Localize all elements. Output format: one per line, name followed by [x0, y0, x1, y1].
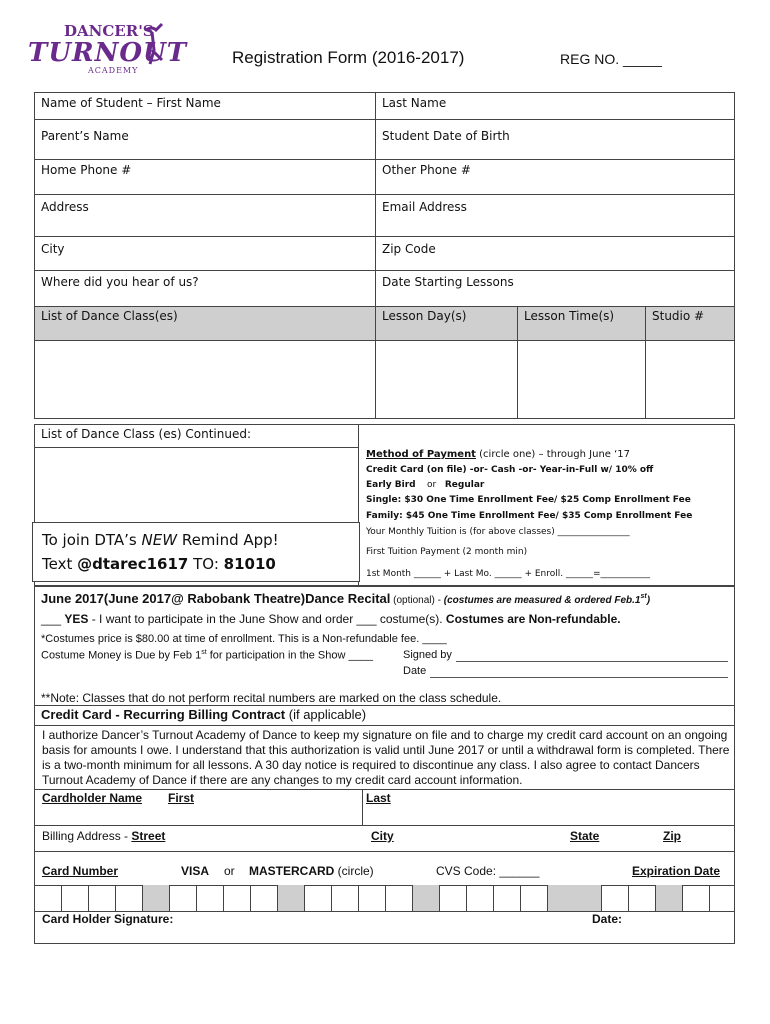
lesson-time-header: Lesson Time(s) [524, 309, 615, 323]
signed-by-label: Signed by [403, 649, 452, 661]
remind-new: NEW [141, 531, 178, 549]
page-title: Registration Form (2016-2017) [232, 48, 465, 67]
payment-heading [366, 449, 630, 460]
dob-label: Student Date of Birth [382, 129, 510, 143]
non-refundable-note: Costumes are Non-refundable. [445, 612, 621, 626]
recital-date-line[interactable] [430, 677, 728, 678]
visa-option[interactable]: VISA [181, 864, 210, 878]
cardholder-label: Cardholder Name [42, 791, 143, 805]
city-label: City [41, 242, 65, 256]
card-number-boxes[interactable] [35, 885, 734, 911]
remind-text-c: Remind App! [177, 531, 279, 549]
remind-code: @dtarec1617 [77, 555, 189, 573]
expiration-label: Expiration Date [632, 864, 721, 878]
contract-title: Credit Card - Recurring Billing Contract [41, 707, 286, 722]
cardholder-first: First [168, 791, 195, 805]
card-or: or [224, 864, 235, 878]
recital-optional: (optional) - [390, 595, 444, 606]
single-fee: Single: $30 One Time Enrollment Fee/ $25 Comp Enrollment Fee [366, 495, 691, 505]
remind-line1 [42, 531, 279, 549]
logo-line1: DANCER'S [64, 22, 154, 40]
card-date-label: Date: [592, 912, 623, 926]
payment-options: Credit Card (on file) -or- Cash -or- Year-in-Full w/ 10% off [366, 465, 654, 475]
recital-date-label: Date [403, 665, 427, 677]
studio-header: Studio # [652, 309, 705, 323]
regular-option: Regular [444, 480, 485, 490]
remind-text-label: Text [42, 555, 78, 573]
recital-title: June 2017(June 2017@ Rabobank Theatre)Dance Recital [41, 591, 391, 606]
parent-name-label: Parent’s Name [41, 129, 129, 143]
costume-note: (costumes are measured & ordered Feb.1 [443, 595, 641, 606]
remind-number: 81010 [223, 555, 276, 573]
costume-due-b: for participation in the Show ____ [206, 649, 373, 662]
costume-price: *Costumes price is $80.00 at time of enrollment. This is a Non-refundable fee. ____ [41, 633, 447, 645]
lesson-day-header: Lesson Day(s) [382, 309, 467, 323]
mastercard-option[interactable]: MASTERCARD [249, 864, 335, 878]
dance-class-header: List of Dance Class(es) [41, 309, 178, 323]
early-bird-option: Early Bird [366, 480, 416, 490]
contract-title-rest: (if applicable) [285, 707, 367, 722]
payment-calc: 1st Month ______ + Last Mo. ______ + Enroll. ______=___________ [366, 569, 651, 579]
contract-body: I authorize Dancer’s Turnout Academy of Dance to keep my signature on file and to charge my credit card account on an ongoing basis for amounts I owe. I understand that this authorization is valid until June 2017 or until a withdrawal form is completed. There is a two-month minimum for all lessons. A 30 day notice is required to discontinue any class. I also agree to contact Dancers Turnout Academy of Dance if there are any changes to my credit card account information. [42, 728, 730, 787]
billing-line [42, 829, 165, 843]
first-tuition: First Tuition Payment (2 month min) [366, 547, 528, 557]
yes-blank: ___ [41, 612, 65, 626]
zip-label: Zip Code [382, 242, 436, 256]
email-label: Email Address [382, 200, 467, 214]
billing-city: City [371, 829, 394, 843]
recital-yes-line [41, 612, 621, 626]
card-holder-signature-label: Card Holder Signature: [42, 912, 174, 926]
cvs-code: CVS Code: ______ [436, 864, 540, 878]
early-regular-line [366, 480, 484, 490]
cardholder-last: Last [366, 791, 391, 805]
last-name-label: Last Name [382, 96, 447, 110]
home-phone-label: Home Phone # [41, 163, 132, 177]
logo-line2: TURNOUT [28, 38, 188, 68]
family-fee: Family: $45 One Time Enrollment Fee/ $35 Comp Enrollment Fee [366, 511, 693, 521]
costume-note-sup: st [640, 593, 647, 600]
costume-due-sup: st [201, 649, 207, 656]
recital-note: **Note: Classes that do not perform recital numbers are marked on the class schedule. [41, 691, 502, 705]
first-name-label: Name of Student – First Name [41, 96, 221, 110]
logo-line3: ACADEMY [88, 66, 139, 75]
start-date-label: Date Starting Lessons [382, 275, 514, 289]
card-number-label: Card Number [42, 864, 119, 878]
payment-heading-rest: (circle one) – through June ‘17 [475, 449, 631, 460]
contract-title-line [41, 707, 366, 722]
address-label: Address [41, 200, 89, 214]
yes-text: - I want to participate in the June Show and order ___ costume(s). [88, 612, 446, 626]
billing-zip: Zip [663, 829, 681, 843]
costume-note-close: ) [646, 595, 651, 606]
billing-street: Street [131, 829, 166, 843]
yes-option: YES [64, 612, 89, 626]
hear-label: Where did you hear of us? [41, 275, 199, 289]
circle-note: (circle) [334, 864, 374, 878]
costume-due [41, 649, 373, 662]
remind-line2 [42, 555, 276, 573]
billing-state: State [570, 829, 600, 843]
payment-heading-bold: Method of Payment [366, 449, 476, 460]
monthly-tuition: Your Monthly Tuition is (for above classes) ________________ [366, 527, 630, 537]
remind-to: TO: [188, 555, 224, 573]
billing-label: Billing Address - [42, 829, 132, 843]
or-text: or [427, 480, 437, 490]
academy-logo [28, 20, 188, 80]
other-phone-label: Other Phone # [382, 163, 471, 177]
reg-number: REG NO. _____ [560, 51, 662, 67]
recital-title-line [41, 591, 650, 606]
signed-by-line[interactable] [456, 661, 728, 662]
continued-label: List of Dance Class (es) Continued: [41, 427, 251, 441]
remind-text-a: To join DTA’s [42, 531, 142, 549]
costume-due-a: Costume Money is Due by Feb 1 [41, 649, 202, 662]
mastercard-line [249, 864, 374, 878]
